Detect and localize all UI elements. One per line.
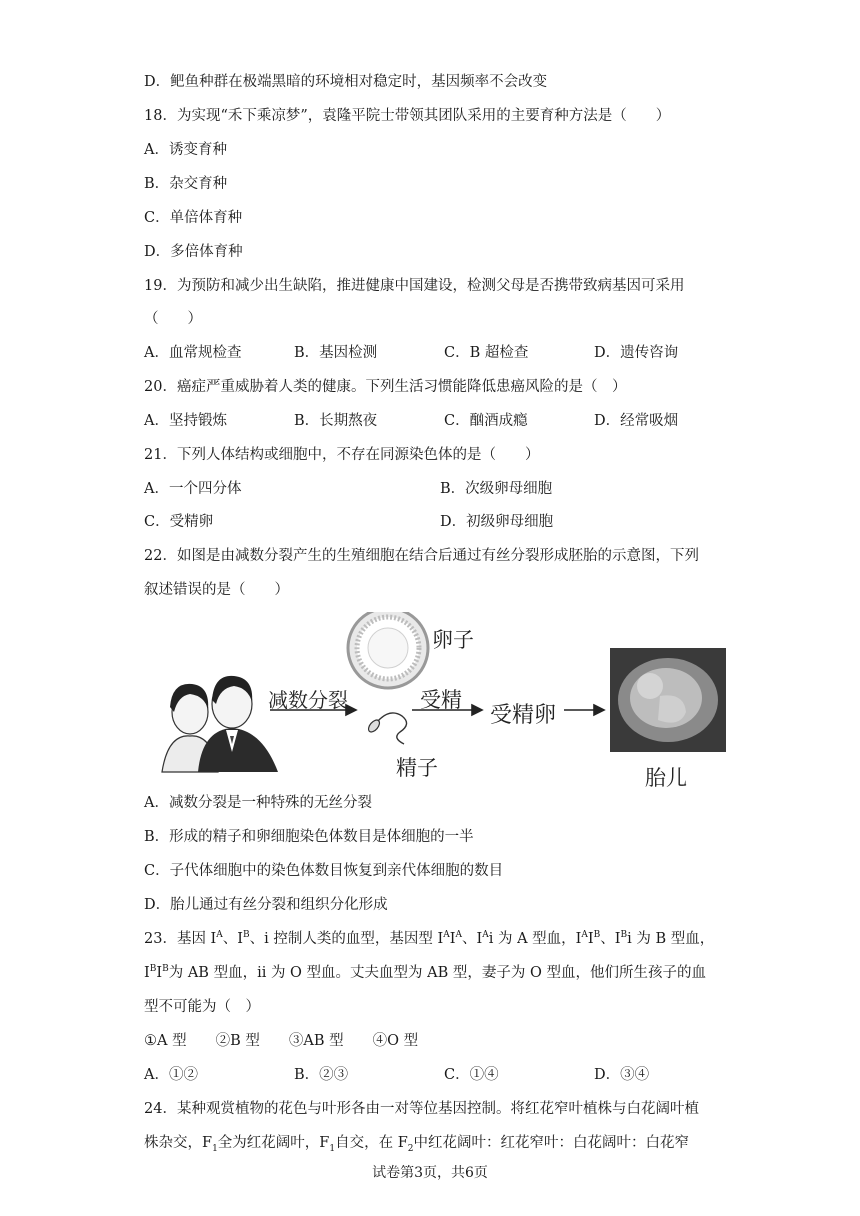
- parents-illustration: [162, 676, 278, 772]
- q22-option-d: D．胎儿通过有丝分裂和组织分化形成: [144, 897, 388, 913]
- q20-stem: 20．癌症严重威胁着人类的健康。下列生活习惯能降低患癌风险的是（ ）: [144, 379, 627, 395]
- q23-option-a: A．①②: [144, 1067, 198, 1083]
- q19-stem: 19．为预防和减少出生缺陷，推进健康中国建设，检测父母是否携带致病基因可采用: [144, 278, 685, 294]
- q23-stem-line2: $I^BI^B$为 AB 型血，ii 为 O 型血。丈夫血型为 AB 型，妻子为 O 型血，他们所生孩子的血: [144, 964, 707, 981]
- label-meiosis: 减数分裂: [268, 688, 348, 712]
- meiosis-fertilization-figure: [150, 612, 730, 792]
- label-zygote: 受精卵: [490, 703, 557, 728]
- q23-stem-line3: 型不可能为（ ）: [144, 999, 260, 1015]
- label-fetus: 胎儿: [645, 766, 687, 790]
- page-footer: 试卷第3页，共6页: [372, 1165, 488, 1181]
- q18-option-c: C．单倍体育种: [144, 210, 243, 226]
- q23-option-b: B．②③: [294, 1067, 349, 1083]
- q22-stem: 22．如图是由减数分裂产生的生殖细胞在结合后通过有丝分裂形成胚胎的示意图，下列: [144, 548, 699, 564]
- q20-option-c: C．酗酒成瘾: [444, 413, 528, 429]
- q21-option-d: D．初级卵母细胞: [440, 514, 554, 530]
- q22-option-c: C．子代体细胞中的染色体数目恢复到亲代体细胞的数目: [144, 863, 504, 879]
- q24-stem-line1: 24．某种观赏植物的花色与叶形各由一对等位基因控制。将红花窄叶植株与白花阔叶植: [144, 1101, 699, 1117]
- q21-option-b: B．次级卵母细胞: [440, 481, 553, 497]
- q22-stem-cont: 叙述错误的是（ ）: [144, 582, 289, 598]
- q17-option-d: D．鲃鱼种群在极端黑暗的环境相对稳定时，基因频率不会改变: [144, 74, 548, 90]
- q18-stem: 18．为实现“禾下乘凉梦”，袁隆平院士带领其团队采用的主要育种方法是（ ）: [144, 108, 671, 124]
- q18-option-d: D．多倍体育种: [144, 244, 243, 260]
- q18-option-a: A．诱变育种: [144, 142, 227, 158]
- egg-illustration: [348, 612, 428, 688]
- label-sperm: 精子: [396, 756, 438, 780]
- q21-stem: 21．下列人体结构或细胞中，不存在同源染色体的是（ ）: [144, 447, 540, 463]
- q23-option-d: D．③④: [594, 1067, 650, 1083]
- q20-option-d: D．经常吸烟: [594, 413, 679, 429]
- q24-stem-line2: 株杂交，$F_1$全为红花阔叶，$F_1$自交，在 $F_2$中红花阔叶：红花窄叶：白花阔叶：白花窄: [144, 1135, 689, 1154]
- q19-option-d: D．遗传咨询: [594, 345, 679, 361]
- fetus-illustration: [610, 648, 726, 752]
- q23-option-c: C．①④: [444, 1067, 499, 1083]
- q23-stem-line1: 23．基因 $I^A$、$I^B$、i 控制人类的血型，基因型 $I^AI^A$、$I^Ai$ 为 A 型血，$I^AI^B$、$I^Bi$ 为 B 型血，: [144, 930, 715, 947]
- q23-blood-types: ①A 型 ②B 型 ③AB 型 ④O 型: [144, 1033, 419, 1049]
- q19-blank: （ ）: [144, 311, 202, 327]
- q19-option-a: A．血常规检查: [144, 345, 242, 361]
- label-egg: 卵子: [432, 628, 474, 652]
- q20-option-a: A．坚持锻炼: [144, 413, 227, 429]
- q19-option-c: C．B 超检查: [444, 345, 529, 361]
- q20-option-b: B．长期熬夜: [294, 413, 378, 429]
- q22-option-b: B．形成的精子和卵细胞染色体数目是体细胞的一半: [144, 829, 474, 845]
- q21-option-c: C．受精卵: [144, 514, 214, 530]
- q19-option-b: B．基因检测: [294, 345, 378, 361]
- q21-option-a: A．一个四分体: [144, 481, 242, 497]
- q18-option-b: B．杂交育种: [144, 176, 228, 192]
- q22-option-a: A．减数分裂是一种特殊的无丝分裂: [144, 795, 372, 811]
- label-fertilization: 受精: [420, 688, 462, 712]
- sperm-illustration: [366, 713, 406, 744]
